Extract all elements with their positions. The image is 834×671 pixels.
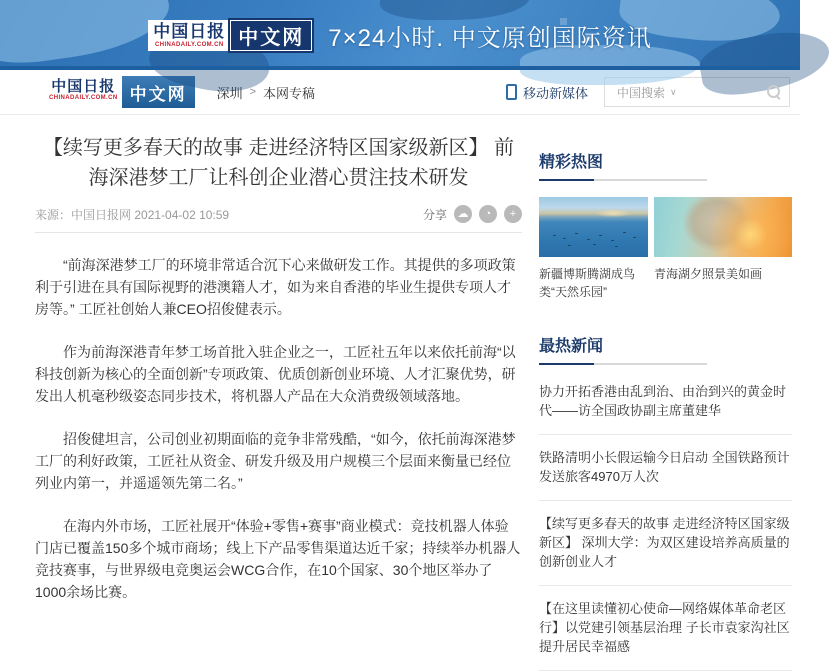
share-label: 分享 <box>422 207 447 222</box>
hot-image-item[interactable] <box>539 197 648 301</box>
logo-domain: CHINADAILY.COM.CN <box>155 41 224 48</box>
search-icon[interactable] <box>767 85 781 99</box>
article-paragraph: 招俊健坦言，公司创业初期面临的竞争非常残酷，“如今，依托前海深港梦工厂的利好政策，工匠社从资金、研发升级及用户规模三个层面来衡量已经位列业内第一，并遥遥领先第二名。” <box>35 431 516 491</box>
hot-image-caption[interactable]: 新疆博斯腾湖成鸟类“天然乐园” <box>539 267 636 299</box>
chevron-down-icon: ∨ <box>670 86 677 97</box>
wechat-share-icon[interactable]: ☁ <box>454 205 472 223</box>
hot-news-section <box>539 333 792 671</box>
logo-domain: CHINADAILY.COM.CN <box>49 95 118 101</box>
article-paragraph: 在海内外市场，工匠社展开“体验+零售+赛事”商业模式：竞技机器人体验门店已覆盖150多个城市商场；线上下产品零售渠道达近千家；持续举办机器人竞技赛事，与世界级电竞奥运会WCG合作，在10个国家、30个地区举办了1000余场比赛。 <box>35 518 521 600</box>
logo-chinese-name: 中国日报 <box>51 77 116 95</box>
banner-tagline: 7×24小时. 中文原创国际资讯 <box>328 24 652 52</box>
news-item[interactable]: 【续写更多春天的故事 走进经济特区国家级新区】 深圳大学：为双区建设培养高质量的创新创业人才 <box>539 501 792 586</box>
article-datetime: 2021-04-02 10:59 <box>134 207 230 222</box>
logo-wordmark <box>148 20 230 51</box>
hot-news-title: 最热新闻 <box>539 338 604 355</box>
sidebar <box>539 127 792 671</box>
article-source: 来源：中国日报网 <box>35 207 132 222</box>
weibo-share-icon[interactable]: ◔ <box>479 205 497 223</box>
banner-chinadaily-logo[interactable] <box>148 20 312 51</box>
article-meta-row <box>35 205 522 223</box>
logo-chinese-name: 中国日报 <box>153 21 226 42</box>
share-bar <box>423 205 522 223</box>
article-column <box>35 127 522 671</box>
more-share-icon[interactable]: + <box>504 205 522 223</box>
hot-images-list <box>539 197 792 301</box>
hot-images-section <box>539 149 792 301</box>
search-engine-label: 中国搜索 <box>617 85 666 100</box>
section-underline <box>539 363 707 365</box>
section-underline <box>539 179 707 181</box>
main-content <box>0 115 800 671</box>
search-engine-dropdown[interactable] <box>617 84 677 101</box>
news-item[interactable]: 【在这里读懂初心使命—网络媒体革命老区行】以党建引领基层治理 子长市袁家沟社区提升居民幸福感 <box>539 586 792 671</box>
top-banner <box>0 0 800 70</box>
hot-news-list <box>539 369 792 671</box>
mobile-media-label: 移动新媒体 <box>522 85 588 101</box>
lake-birds-photo[interactable] <box>539 197 648 257</box>
logo-wordmark <box>45 76 122 108</box>
breadcrumb-separator: > <box>249 86 257 98</box>
article-divider <box>35 232 522 233</box>
article-source-datetime <box>35 206 229 223</box>
hot-image-caption[interactable]: 青海湖夕照景美如画 <box>654 267 763 281</box>
mobile-media-link[interactable] <box>506 83 588 102</box>
article-paragraph: 作为前海深港青年梦工场首批入驻企业之一，工匠社五年以来依托前海“以科技创新为核心的全面创新”专项政策、优质创新创业环境、人才汇聚优势，研发出人机毫秒级姿态同步技术，将机器人产品在大众消费级领域落地。 <box>35 344 516 404</box>
sunset-lake-photo[interactable] <box>654 197 792 257</box>
breadcrumb-section-link[interactable]: 深圳 <box>216 85 243 101</box>
article-paragraph: “前海深港梦工厂的环境非常适合沉下心来做研发工作。其提供的多项政策利于引进在具有国际视野的港澳籍人才，如为来自香港的毕业生提供专项人才房等。” 工匠社创始人兼CEO招俊健表示。 <box>35 257 516 317</box>
news-item[interactable]: 铁路清明小长假运输今日启动 全国铁路预计发送旅客4970万人次 <box>539 435 792 501</box>
article-title: 【续写更多春天的故事 走进经济特区国家级新区】 前海深港梦工厂让科创企业潜心贯注技术研发 <box>42 137 515 189</box>
breadcrumb-current: 本网专稿 <box>263 85 316 101</box>
mobile-phone-icon <box>506 84 517 100</box>
birds-detail <box>553 235 556 236</box>
news-item[interactable]: 协力开拓香港由乱到治、由治到兴的黄金时代——访全国政协副主席董建华 <box>539 369 792 435</box>
logo-chinese-web-badge: 中文网 <box>230 20 312 51</box>
hot-images-title: 精彩热图 <box>539 154 604 171</box>
hot-image-item[interactable] <box>654 197 792 301</box>
logo-chinese-web-badge: 中文网 <box>122 76 195 108</box>
